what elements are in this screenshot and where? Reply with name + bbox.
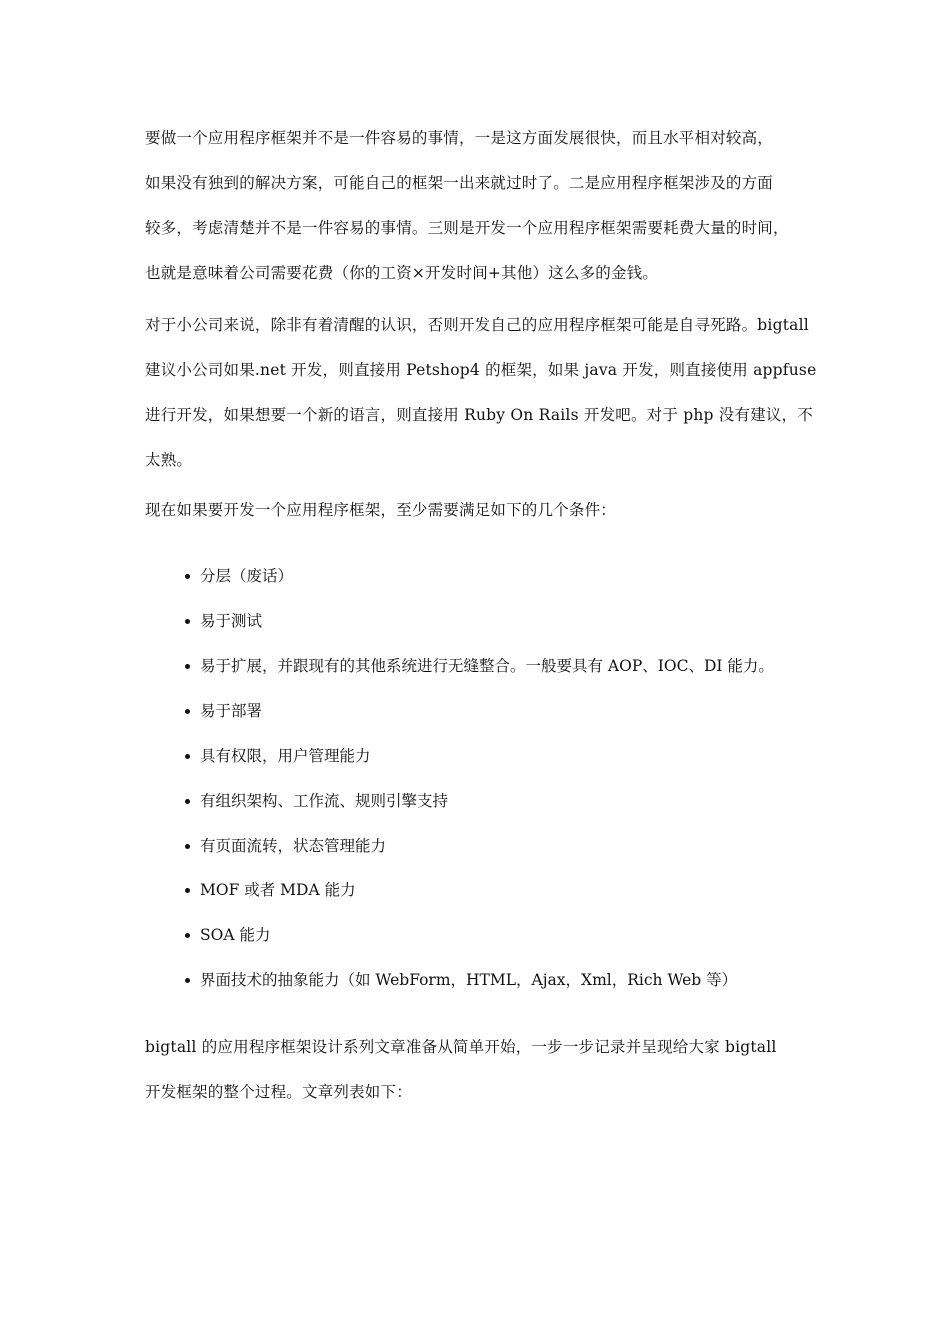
- list-item: [185, 970, 737, 990]
- list-item: [185, 656, 774, 676]
- paragraph-line: 建议小公司如果.net 开发，则直接用 Petshop4 的框架，如果 java 开发，则直接使用 appfuse: [145, 361, 817, 379]
- list-item-text: 界面技术的抽象能力（如 WebForm，HTML，Ajax，Xml，Rich Web 等）: [200, 971, 738, 989]
- list-item: [185, 701, 262, 721]
- paragraph-line: 要做一个应用程序框架并不是一件容易的事情，一是这方面发展很快，而且水平相对较高，: [145, 129, 774, 147]
- bullet-icon: [185, 754, 190, 759]
- list-item-text: 有页面流转，状态管理能力: [200, 837, 387, 855]
- list-item: [185, 566, 293, 586]
- list-item: [185, 836, 386, 856]
- bullet-icon: [185, 933, 190, 938]
- list-item-text: 分层（废话）: [200, 567, 294, 585]
- paragraph-line: bigtall 的应用程序框架设计系列文章准备从简单开始，一步一步记录并呈现给大家 bigtall: [145, 1038, 777, 1056]
- list-item: [185, 925, 270, 945]
- list-item: [185, 791, 448, 811]
- list-item: [185, 611, 262, 631]
- list-item-text: 易于扩展，并跟现有的其他系统进行无缝整合。一般要具有 AOP、IOC、DI 能力。: [200, 657, 774, 675]
- list-item-text: 易于测试: [200, 612, 263, 630]
- bullet-icon: [185, 664, 190, 669]
- bullet-icon: [185, 619, 190, 624]
- paragraph-line: 对于小公司来说，除非有着清醒的认识，否则开发自己的应用程序框架可能是自寻死路。bigtall: [145, 316, 809, 334]
- paragraph-line: 如果没有独到的解决方案，可能自己的框架一出来就过时了。二是应用程序框架涉及的方面: [145, 174, 774, 192]
- bullet-icon: [185, 844, 190, 849]
- list-item-text: 易于部署: [200, 702, 263, 720]
- bullet-icon: [185, 709, 190, 714]
- paragraph-line: 进行开发，如果想要一个新的语言，则直接用 Ruby On Rails 开发吧。对于 php 没有建议，不: [145, 406, 813, 424]
- paragraph-line: 开发框架的整个过程。文章列表如下：: [145, 1083, 412, 1101]
- paragraph-line: 也就是意味着公司需要花费（你的工资×开发时间+其他）这么多的金钱。: [145, 264, 659, 282]
- bullet-icon: [185, 978, 190, 983]
- bullet-icon: [185, 888, 190, 893]
- list-item-text: MOF 或者 MDA 能力: [200, 881, 356, 899]
- paragraph-requirements-intro: 现在如果要开发一个应用程序框架，至少需要满足如下的几个条件：: [145, 501, 617, 519]
- paragraph-line: 较多，考虑清楚并不是一件容易的事情。三则是开发一个应用程序框架需要耗费大量的时间，: [145, 219, 789, 237]
- list-item: [185, 880, 356, 900]
- paragraph-line: 太熟。: [145, 451, 193, 469]
- bullet-icon: [185, 799, 190, 804]
- list-item-text: 具有权限，用户管理能力: [200, 747, 371, 765]
- bullet-icon: [185, 574, 190, 579]
- list-item: [185, 746, 371, 766]
- list-item-text: 有组织架构、工作流、规则引擎支持: [200, 792, 449, 810]
- list-item-text: SOA 能力: [200, 926, 271, 944]
